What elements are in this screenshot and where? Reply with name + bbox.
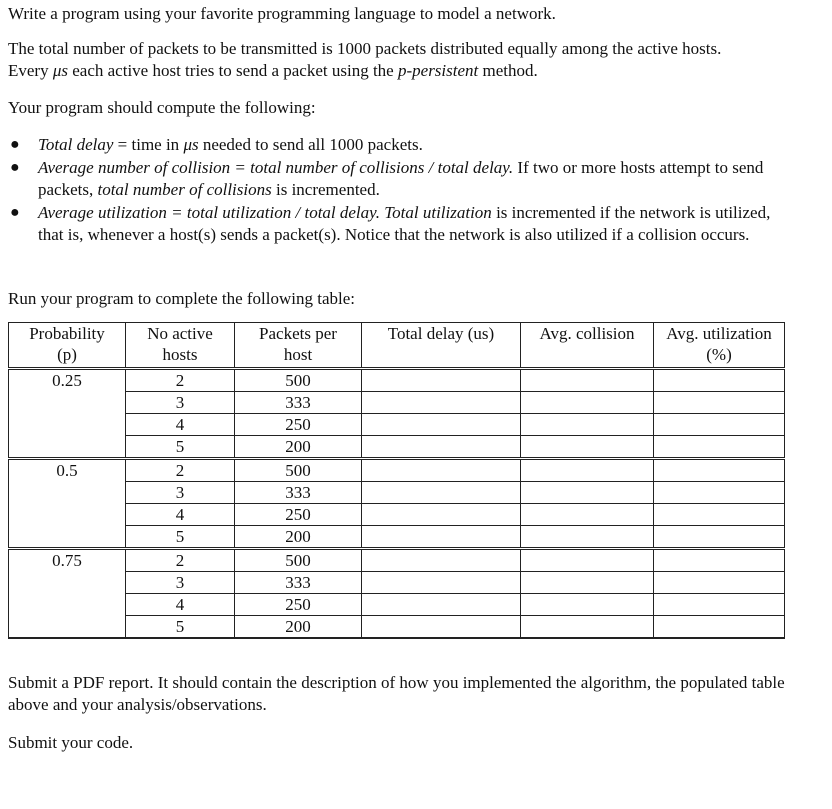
hosts-cell: 3	[126, 392, 235, 414]
term: Average utilization = total utilization / total delay. Total utilization	[38, 203, 492, 222]
term: total number of collisions	[97, 180, 272, 199]
utilization-cell[interactable]	[654, 459, 785, 482]
table-row	[9, 392, 785, 414]
header-packets-per-host: Packets per host	[235, 323, 362, 369]
header-total-delay: Total delay (us)	[362, 323, 521, 369]
delay-cell[interactable]	[362, 414, 521, 436]
probability-cell: 0.75	[9, 549, 126, 639]
packets-cell: 500	[235, 459, 362, 482]
requirements-list	[8, 134, 798, 247]
collision-cell[interactable]	[521, 414, 654, 436]
delay-cell[interactable]	[362, 436, 521, 459]
list-item	[8, 202, 798, 246]
collision-cell[interactable]	[521, 616, 654, 639]
header-avg-utilization: Avg. utilization (%)	[654, 323, 785, 369]
table-row	[9, 482, 785, 504]
list-item	[8, 157, 798, 201]
microsecond-unit: μs	[52, 61, 68, 80]
table-row	[9, 594, 785, 616]
collision-cell[interactable]	[521, 369, 654, 392]
intro-title-line: Write a program using your favorite programming language to model a network.	[8, 4, 556, 23]
probability-cell: 0.5	[9, 459, 126, 549]
collision-cell[interactable]	[521, 526, 654, 549]
collision-cell[interactable]	[521, 504, 654, 526]
collision-cell[interactable]	[521, 594, 654, 616]
utilization-cell[interactable]	[654, 436, 785, 459]
delay-cell[interactable]	[362, 549, 521, 572]
utilization-cell[interactable]	[654, 414, 785, 436]
header-probability: Probability (p)	[9, 323, 126, 369]
hosts-cell: 4	[126, 594, 235, 616]
hosts-cell: 5	[126, 526, 235, 549]
intro-line-2-prefix: Every	[8, 61, 53, 80]
table-row	[9, 414, 785, 436]
table-row	[9, 369, 785, 392]
delay-cell[interactable]	[362, 594, 521, 616]
hosts-cell: 4	[126, 504, 235, 526]
bullet-icon: ●	[10, 204, 20, 221]
table-header-row	[9, 323, 785, 369]
text: If two or more hosts attempt to send packets,	[38, 158, 764, 199]
hosts-cell: 3	[126, 572, 235, 594]
table-row	[9, 549, 785, 572]
delay-cell[interactable]	[362, 459, 521, 482]
collision-cell[interactable]	[521, 436, 654, 459]
packets-cell: 333	[235, 482, 362, 504]
method-name: p-persistent	[397, 61, 479, 80]
list-item	[8, 134, 798, 156]
table-row	[9, 572, 785, 594]
submit-report-paragraph: Submit a PDF report. It should contain the description of how you implemented the algorithm, the populated table above and your analysis/observations.	[8, 673, 785, 714]
microsecond-unit: μs	[183, 135, 199, 154]
packets-cell: 200	[235, 616, 362, 639]
text: needed to send all 1000 packets.	[198, 135, 423, 154]
text: is incremented.	[271, 180, 380, 199]
term: Average number of collision = total number of collisions / total delay.	[38, 158, 514, 177]
hosts-cell: 4	[126, 414, 235, 436]
hosts-cell: 5	[126, 436, 235, 459]
utilization-cell[interactable]	[654, 369, 785, 392]
run-heading: Run your program to complete the following table:	[8, 289, 356, 308]
utilization-cell[interactable]	[654, 549, 785, 572]
header-active-hosts: No active hosts	[126, 323, 235, 369]
delay-cell[interactable]	[362, 392, 521, 414]
utilization-cell[interactable]	[654, 594, 785, 616]
results-table	[8, 322, 785, 639]
hosts-cell: 2	[126, 369, 235, 392]
delay-cell[interactable]	[362, 526, 521, 549]
bullet-icon: ●	[10, 159, 20, 176]
text: is incremented if the network is utilized, that is, whenever a host(s) sends a packet(s). Notice that the network is also utilized if a collision occurs.	[38, 203, 771, 244]
packets-cell: 333	[235, 572, 362, 594]
delay-cell[interactable]	[362, 616, 521, 639]
delay-cell[interactable]	[362, 572, 521, 594]
utilization-cell[interactable]	[654, 572, 785, 594]
probability-cell: 0.25	[9, 369, 126, 459]
packets-cell: 500	[235, 549, 362, 572]
table-row	[9, 436, 785, 459]
hosts-cell: 5	[126, 616, 235, 639]
text: = time in	[113, 135, 184, 154]
collision-cell[interactable]	[521, 482, 654, 504]
hosts-cell: 2	[126, 459, 235, 482]
intro-paragraph	[8, 38, 808, 82]
intro-line-2-mid: each active host tries to send a packet using the	[68, 61, 398, 80]
table-row	[9, 504, 785, 526]
delay-cell[interactable]	[362, 504, 521, 526]
intro-line-2-suffix: method.	[478, 61, 538, 80]
packets-cell: 250	[235, 414, 362, 436]
utilization-cell[interactable]	[654, 392, 785, 414]
table-row	[9, 459, 785, 482]
table-row	[9, 616, 785, 639]
bullet-icon: ●	[10, 136, 20, 153]
collision-cell[interactable]	[521, 459, 654, 482]
packets-cell: 200	[235, 436, 362, 459]
table-row	[9, 526, 785, 549]
term: Total delay	[38, 135, 114, 154]
utilization-cell[interactable]	[654, 482, 785, 504]
packets-cell: 333	[235, 392, 362, 414]
packets-cell: 250	[235, 594, 362, 616]
delay-cell[interactable]	[362, 482, 521, 504]
utilization-cell[interactable]	[654, 526, 785, 549]
packets-cell: 500	[235, 369, 362, 392]
header-avg-collision: Avg. collision	[521, 323, 654, 369]
utilization-cell[interactable]	[654, 616, 785, 639]
delay-cell[interactable]	[362, 369, 521, 392]
compute-heading: Your program should compute the following:	[8, 98, 316, 117]
collision-cell[interactable]	[521, 549, 654, 572]
hosts-cell: 2	[126, 549, 235, 572]
packets-cell: 250	[235, 504, 362, 526]
hosts-cell: 3	[126, 482, 235, 504]
collision-cell[interactable]	[521, 572, 654, 594]
intro-line-1: The total number of packets to be transmitted is 1000 packets distributed equally among the active hosts.	[8, 39, 722, 58]
packets-cell: 200	[235, 526, 362, 549]
collision-cell[interactable]	[521, 392, 654, 414]
submit-code-line: Submit your code.	[8, 733, 134, 752]
utilization-cell[interactable]	[654, 504, 785, 526]
